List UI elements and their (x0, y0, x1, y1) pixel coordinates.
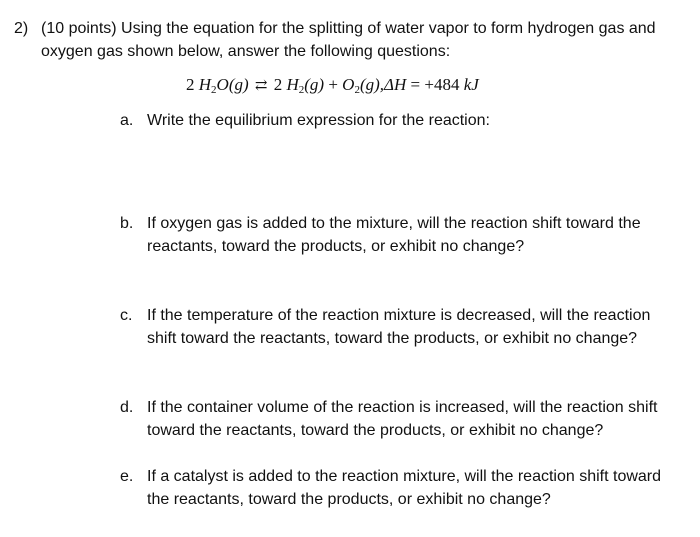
hydrogen-subscript: 2 (298, 84, 305, 96)
part-question-text: If oxygen gas is added to the mixture, will the reaction shift toward the reactants, toward the products, or exhibit no change? (147, 215, 641, 255)
question-number: 2) (14, 20, 29, 37)
part-question-text: If a catalyst is added to the reaction mixture, will the reaction shift toward the reactants, toward the products, or exhibit no change? (147, 468, 662, 508)
enthalpy-unit: kJ (463, 75, 479, 94)
part-marker: b. (120, 215, 134, 232)
water-o: O (216, 75, 229, 94)
part-marker: e. (120, 468, 134, 485)
water-h: H (198, 75, 212, 94)
oxygen-subscript: 2 (354, 84, 360, 96)
part-question-text: Write the equilibrium expression for the reaction: (147, 112, 490, 129)
part-marker: d. (120, 399, 134, 416)
coefficient-water: 2 (186, 75, 195, 94)
water-h-subscript: 2 (211, 84, 217, 96)
equilibrium-arrow-icon: ⇄ (254, 78, 268, 94)
plus-sign: + (328, 75, 338, 94)
chemical-equation (186, 74, 479, 97)
part-marker: a. (120, 112, 134, 129)
part-b (120, 213, 680, 258)
question-text-line-1: (10 points) Using the equation for the splitting of water vapor to form hydrogen gas and (41, 20, 656, 37)
part-marker: c. (120, 307, 133, 324)
hydrogen-state: (g) (304, 75, 325, 94)
part-c (120, 305, 680, 350)
part-e (120, 466, 680, 511)
part-question-text: If the temperature of the reaction mixture is decreased, will the reaction shift toward the reactants, toward the products, or exhibit no change? (147, 307, 651, 347)
question-text-line-2: oxygen gas shown below, answer the following questions: (41, 43, 451, 60)
hydrogen-h: H (286, 75, 299, 94)
water-state: (g) (228, 75, 249, 94)
oxygen-o: O (342, 75, 355, 94)
part-a (120, 110, 680, 133)
part-question-text: If the container volume of the reaction is increased, will the reaction shift toward the reactants, toward the products, or exhibit no change? (147, 399, 658, 439)
equals-sign: = (410, 75, 421, 94)
part-d (120, 397, 680, 442)
oxygen-state: (g), (359, 75, 385, 94)
enthalpy-value: +484 (424, 75, 460, 94)
delta-h: ΔH (384, 75, 407, 94)
coefficient-hydrogen: 2 (273, 75, 283, 94)
